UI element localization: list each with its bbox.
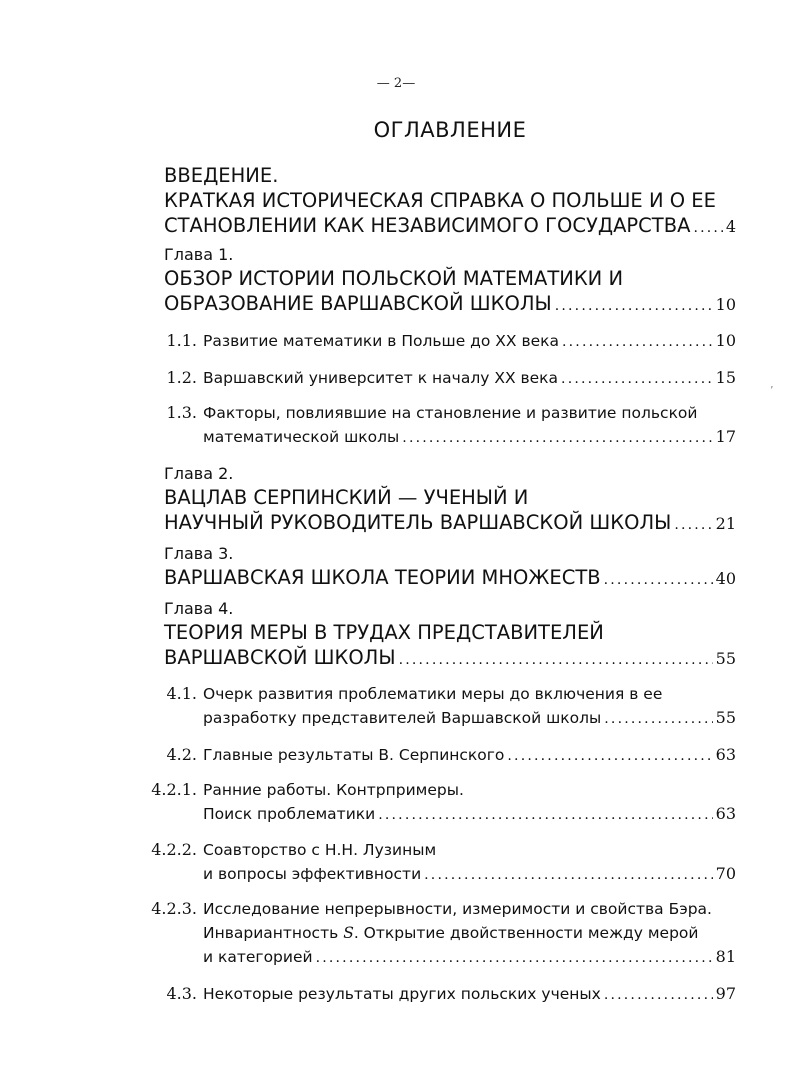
chapter-label: Глава 4. <box>164 599 234 618</box>
chapter-title-line1: ТЕОРИЯ МЕРЫ В ТРУДАХ ПРЕДСТАВИТЕЛЕЙ <box>164 621 604 644</box>
section-title-line1: Исследование непрерывности, измеримости и свойства Бэра. <box>203 900 712 918</box>
section-number: 4.2.2. <box>151 840 197 859</box>
dot-leader <box>399 648 713 673</box>
chapter-label: Глава 3. <box>164 544 234 563</box>
section-title-line3: и категорией <box>203 948 313 966</box>
section-number: 4.2.3. <box>151 899 197 918</box>
toc-entry-1-3[interactable] <box>166 401 736 450</box>
page-ref: 17 <box>715 427 736 446</box>
section-title-line2: разработку представителей Варшавской школы <box>203 709 602 727</box>
dot-leader <box>424 863 712 887</box>
page-ref: 10 <box>715 295 736 314</box>
dot-leader <box>507 744 712 768</box>
dot-leader <box>378 803 712 827</box>
toc-entry-4-3[interactable] <box>166 982 736 1007</box>
page-ref: 81 <box>715 947 736 966</box>
page-ref: 97 <box>715 984 736 1003</box>
section-title-line2: Поиск проблематики <box>203 805 376 823</box>
toc-entry-1-1[interactable] <box>166 329 736 354</box>
toc-entry-4-2-2[interactable] <box>151 838 736 887</box>
section-title-line1: Соавторство с Н.Н. Лузиным <box>203 841 437 859</box>
dot-leader <box>674 513 712 538</box>
toc-entry-4-2[interactable] <box>166 743 736 768</box>
page-number: — 2— <box>376 76 416 91</box>
section-title: Развитие математики в Польше до XX века <box>203 332 559 350</box>
toc-entry-chapter-2[interactable] <box>164 463 736 538</box>
page-ref: 40 <box>715 569 736 588</box>
toc-entry-1-2[interactable] <box>166 366 736 391</box>
section-title-line2: математической школы <box>203 428 400 446</box>
toc-entry-chapter-1[interactable] <box>164 244 736 319</box>
dot-leader <box>604 983 713 1007</box>
dot-leader <box>402 426 712 450</box>
section-number: 1.3. <box>166 403 197 422</box>
chapter-title-line1: ОБЗОР ИСТОРИИ ПОЛЬСКОЙ МАТЕМАТИКИ И <box>164 267 624 290</box>
chapter-label: Глава 2. <box>164 464 234 483</box>
section-number: 4.2.1. <box>151 780 197 799</box>
toc-entry-chapter-4[interactable] <box>164 598 736 673</box>
page-ref: 21 <box>715 514 736 533</box>
section-title-line1: Факторы, повлиявшие на становление и развитие польской <box>203 404 698 422</box>
page-ref: 4 <box>725 217 736 236</box>
section-number: 4.1. <box>166 684 197 703</box>
section-title: Главные результаты В. Серпинского <box>203 746 505 764</box>
dot-leader <box>562 330 713 354</box>
page-ref: 63 <box>715 804 736 823</box>
page-ref: 63 <box>715 745 736 764</box>
toc-entry-4-2-1[interactable] <box>151 778 736 827</box>
section-title-line2 <box>203 921 698 945</box>
intro-title-line2: СТАНОВЛЕНИИ КАК НЕЗАВИСИМОГО ГОСУДАРСТВА <box>164 214 691 237</box>
page-ref: 55 <box>715 708 736 727</box>
section-number: 4.3. <box>166 984 197 1003</box>
section-title-line1: Очерк развития проблематики меры до включения в ее <box>203 685 663 703</box>
section-title: Некоторые результаты других польских ученых <box>203 985 601 1003</box>
page-title: ОГЛАВЛЕНИЕ <box>373 118 527 142</box>
chapter-title-line1: ВАРШАВСКАЯ ШКОЛА ТЕОРИИ МНОЖЕСТВ <box>164 566 601 589</box>
toc-entry-intro[interactable] <box>164 163 736 241</box>
dot-leader <box>561 367 713 391</box>
section-title-line2-end: . Открытие двойственности между мерой <box>353 924 699 942</box>
section-number: 1.2. <box>166 368 197 387</box>
section-number: 4.2. <box>166 745 197 764</box>
dot-leader <box>316 946 713 970</box>
page-ref: 55 <box>715 649 736 668</box>
section-title-line1: Ранние работы. Контрпримеры. <box>203 781 464 799</box>
section-title-line2: и вопросы эффективности <box>203 865 422 883</box>
toc-entry-4-1[interactable] <box>166 682 736 731</box>
dot-leader <box>555 294 713 319</box>
page-ref: 70 <box>715 864 736 883</box>
chapter-title-line2: НАУЧНЫЙ РУКОВОДИТЕЛЬ ВАРШАВСКОЙ ШКОЛЫ <box>164 511 672 534</box>
section-title-line2-start: Инвариантность <box>203 924 339 942</box>
chapter-label: Глава 1. <box>164 245 234 264</box>
dot-leader <box>604 568 713 593</box>
math-symbol-s: S <box>343 924 354 942</box>
scan-mark: ʼ <box>770 384 774 397</box>
chapter-title-line2: ВАРШАВСКОЙ ШКОЛЫ <box>164 646 396 669</box>
page-ref: 10 <box>715 331 736 350</box>
toc-entry-4-2-3[interactable] <box>151 897 736 970</box>
dot-leader <box>693 216 722 241</box>
chapter-title-line1: ВАЦЛАВ СЕРПИНСКИЙ — УЧЕНЫЙ И <box>164 486 529 509</box>
intro-title-line1: КРАТКАЯ ИСТОРИЧЕСКАЯ СПРАВКА О ПОЛЬШЕ И О ЕЕ <box>164 189 716 212</box>
dot-leader <box>604 707 712 731</box>
chapter-title-line2: ОБРАЗОВАНИЕ ВАРШАВСКОЙ ШКОЛЫ <box>164 292 552 315</box>
section-title: Варшавский университет к началу XX века <box>203 369 559 387</box>
section-number: 1.1. <box>166 331 197 350</box>
toc-entry-chapter-3[interactable] <box>164 543 736 593</box>
page-ref: 15 <box>715 368 736 387</box>
intro-heading: ВВЕДЕНИЕ. <box>164 164 279 187</box>
